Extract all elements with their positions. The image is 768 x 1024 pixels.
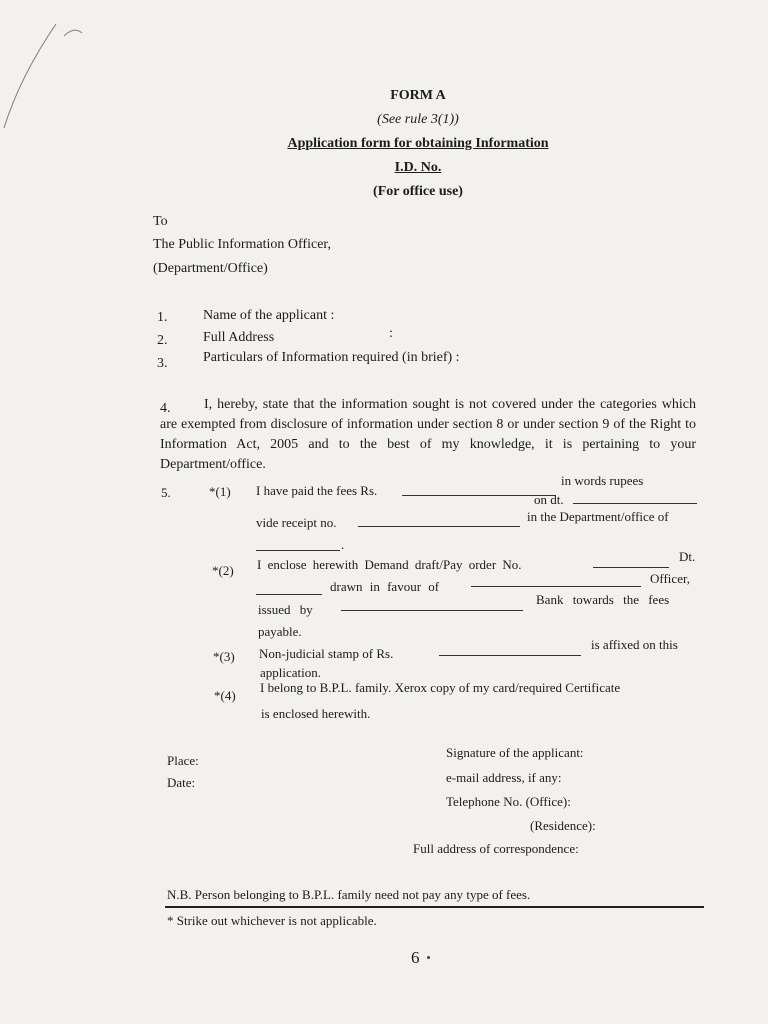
- receipt-number-blank[interactable]: [358, 516, 520, 527]
- item-2-colon: :: [389, 326, 393, 341]
- item-2-label: Full Address: [203, 330, 275, 345]
- rule-reference: (See rule 3(1)): [377, 112, 459, 127]
- sub-1-marker: *(1): [209, 484, 231, 499]
- sub-3-marker: *(3): [213, 649, 235, 664]
- sub-1-fees-text: I have paid the fees Rs.: [256, 483, 378, 498]
- item-3-label: Particulars of Information required (in brief) :: [203, 350, 460, 365]
- sub-1-words-text: in words rupees: [561, 473, 644, 488]
- sub-2-issued-by-text: issued by: [258, 602, 313, 617]
- sub-3-affixed-text: is affixed on this: [591, 637, 678, 652]
- sub-4-enclosed-text: is enclosed herewith.: [261, 706, 371, 721]
- item-1-label: Name of the applicant :: [203, 308, 335, 323]
- sub-1-date-text: on dt.: [534, 492, 564, 507]
- sub-4-bpl-text: I belong to B.P.L. family. Xerox copy of my card/required Certificate: [260, 680, 621, 695]
- item-4-declaration: I, hereby, state that the information sought is not covered under the categories which are exempted from disclosure of information under section 8 or under section 9 of the Right to Information Act, 2005 and to the best of my knowledge, it is pertaining to your Department/office.: [160, 397, 696, 472]
- demand-draft-number-blank[interactable]: [593, 557, 669, 568]
- page-number-dot: [427, 956, 430, 959]
- telephone-residence-label: (Residence):: [530, 818, 596, 833]
- sub-2-officer-text: Officer,: [650, 571, 691, 586]
- sub-2-bank-text: Bank towards the fees: [536, 592, 670, 607]
- nb-note: N.B. Person belonging to B.P.L. family need not pay any type of fees.: [167, 887, 531, 902]
- sub-2-payable-text: payable.: [258, 624, 302, 639]
- sub-2-marker: *(2): [212, 563, 234, 578]
- sub-4-marker: *(4): [214, 688, 236, 703]
- sub-3-stamp-text: Non-judicial stamp of Rs.: [259, 646, 394, 661]
- department-blank[interactable]: [256, 540, 340, 551]
- item-1-number: 1.: [157, 310, 168, 325]
- date-label: Date:: [167, 775, 196, 790]
- item-3-number: 3.: [157, 356, 168, 371]
- sub-1-receipt-text: vide receipt no.: [256, 515, 337, 530]
- form-heading: Application form for obtaining Information: [287, 136, 549, 151]
- signature-label: Signature of the applicant:: [446, 745, 584, 760]
- item-2-number: 2.: [157, 333, 168, 348]
- sub-3-application-text: application.: [260, 665, 322, 680]
- draft-date-blank[interactable]: [256, 584, 322, 595]
- item-5-number: 5.: [161, 485, 171, 500]
- issuing-bank-blank[interactable]: [341, 600, 523, 611]
- page-number: 6: [411, 948, 420, 967]
- addressee-to: To: [153, 214, 168, 229]
- id-number-label: I.D. No.: [394, 160, 442, 175]
- sub-2-favour-text: drawn in favour of: [330, 579, 440, 594]
- sub-1-department-text: in the Department/office of: [527, 509, 669, 524]
- favour-of-blank[interactable]: [471, 576, 641, 587]
- note-divider: [165, 906, 704, 908]
- form-title: FORM A: [390, 88, 446, 103]
- item-4-number: 4.: [160, 401, 171, 416]
- fees-amount-blank[interactable]: [402, 485, 556, 496]
- stamp-amount-blank[interactable]: [439, 645, 581, 656]
- telephone-office-label: Telephone No. (Office):: [446, 794, 571, 809]
- correspondence-address-label: Full address of correspondence:: [413, 841, 579, 856]
- addressee-officer: The Public Information Officer,: [153, 237, 332, 252]
- sub-2-demand-draft-text: I enclose herewith Demand draft/Pay order No.: [257, 557, 522, 572]
- fees-date-blank[interactable]: [573, 493, 697, 504]
- sub-1-period: .: [341, 537, 345, 552]
- place-label: Place:: [167, 753, 199, 768]
- strike-out-note: * Strike out whichever is not applicable.: [167, 913, 377, 928]
- addressee-department: (Department/Office): [153, 261, 268, 276]
- email-label: e-mail address, if any:: [446, 770, 562, 785]
- office-use-label: (For office use): [373, 184, 463, 199]
- sub-2-date-text: Dt.: [679, 549, 696, 564]
